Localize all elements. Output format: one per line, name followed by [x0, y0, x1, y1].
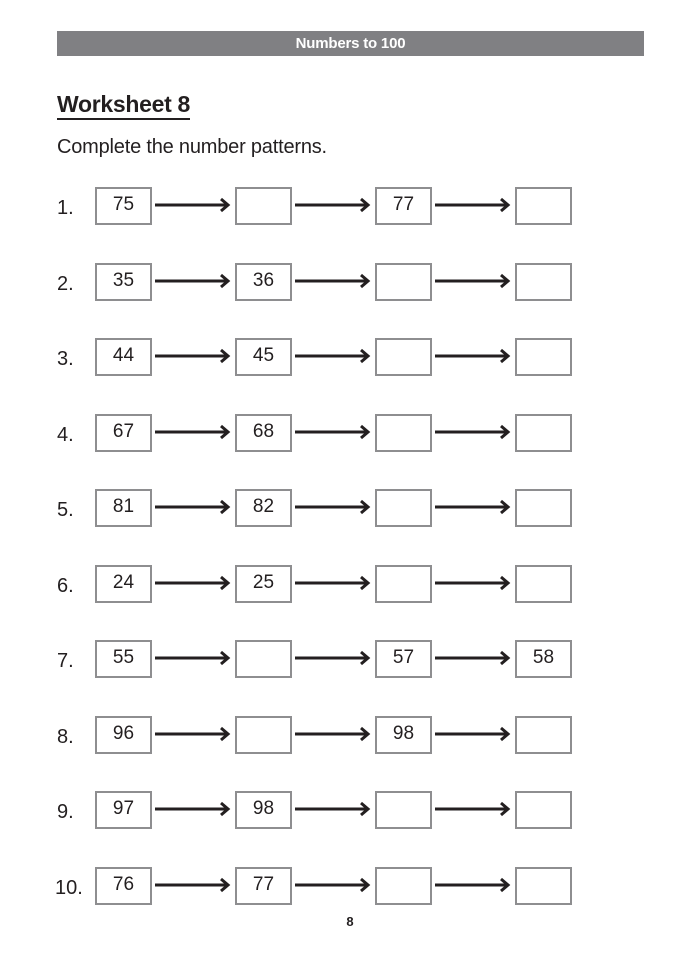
right-arrow-icon [155, 273, 233, 289]
right-arrow-icon [295, 424, 373, 440]
right-arrow-icon [295, 197, 373, 213]
row-number: 8. [57, 725, 74, 748]
pattern-row [0, 867, 700, 905]
row-number: 10. [55, 876, 83, 899]
number-box: 97 [95, 791, 152, 829]
number-box: 57 [375, 640, 432, 678]
right-arrow-icon [155, 726, 233, 742]
right-arrow-icon [155, 348, 233, 364]
row-number: 6. [57, 574, 74, 597]
pattern-row [0, 414, 700, 452]
right-arrow-icon [435, 650, 513, 666]
answer-box-empty[interactable] [375, 263, 432, 301]
answer-box-empty[interactable] [515, 338, 572, 376]
row-number: 2. [57, 272, 74, 295]
answer-box-empty[interactable] [375, 338, 432, 376]
pattern-row [0, 489, 700, 527]
right-arrow-icon [295, 877, 373, 893]
right-arrow-icon [155, 197, 233, 213]
answer-box-empty[interactable] [375, 489, 432, 527]
right-arrow-icon [155, 424, 233, 440]
number-box: 58 [515, 640, 572, 678]
right-arrow-icon [435, 877, 513, 893]
answer-box-empty[interactable] [235, 716, 292, 754]
number-box: 76 [95, 867, 152, 905]
right-arrow-icon [435, 726, 513, 742]
right-arrow-icon [295, 273, 373, 289]
number-box: 82 [235, 489, 292, 527]
answer-box-empty[interactable] [515, 565, 572, 603]
right-arrow-icon [435, 575, 513, 591]
number-box: 25 [235, 565, 292, 603]
number-box: 98 [375, 716, 432, 754]
pattern-row [0, 716, 700, 754]
pattern-row [0, 263, 700, 301]
right-arrow-icon [295, 348, 373, 364]
pattern-row [0, 338, 700, 376]
pattern-row [0, 187, 700, 225]
right-arrow-icon [435, 424, 513, 440]
right-arrow-icon [295, 650, 373, 666]
number-box: 75 [95, 187, 152, 225]
number-box: 68 [235, 414, 292, 452]
number-box: 77 [235, 867, 292, 905]
answer-box-empty[interactable] [515, 791, 572, 829]
right-arrow-icon [155, 650, 233, 666]
row-number: 1. [57, 197, 74, 219]
number-box: 98 [235, 791, 292, 829]
pattern-row [0, 565, 700, 603]
answer-box-empty[interactable] [375, 867, 432, 905]
row-number: 7. [57, 650, 74, 672]
right-arrow-icon [155, 877, 233, 893]
right-arrow-icon [155, 801, 233, 817]
worksheet-title: Worksheet 8 [57, 90, 190, 120]
instruction-text: Complete the number patterns. [57, 136, 327, 158]
number-box: 96 [95, 716, 152, 754]
right-arrow-icon [295, 499, 373, 515]
number-box: 55 [95, 640, 152, 678]
number-box: 77 [375, 187, 432, 225]
number-box: 35 [95, 263, 152, 301]
answer-box-empty[interactable] [515, 867, 572, 905]
right-arrow-icon [155, 499, 233, 515]
right-arrow-icon [435, 801, 513, 817]
section-banner: Numbers to 100 [57, 31, 644, 56]
number-box: 36 [235, 263, 292, 301]
row-number: 3. [57, 348, 74, 370]
right-arrow-icon [435, 499, 513, 515]
row-number: 4. [57, 423, 74, 446]
number-box: 81 [95, 489, 152, 527]
right-arrow-icon [295, 726, 373, 742]
right-arrow-icon [435, 197, 513, 213]
row-number: 5. [57, 499, 74, 521]
number-box: 24 [95, 565, 152, 603]
right-arrow-icon [435, 348, 513, 364]
right-arrow-icon [155, 575, 233, 591]
answer-box-empty[interactable] [515, 716, 572, 754]
pattern-row [0, 640, 700, 678]
number-box: 67 [95, 414, 152, 452]
answer-box-empty[interactable] [235, 187, 292, 225]
right-arrow-icon [435, 273, 513, 289]
answer-box-empty[interactable] [375, 414, 432, 452]
right-arrow-icon [295, 801, 373, 817]
row-number: 9. [57, 801, 74, 823]
answer-box-empty[interactable] [375, 565, 432, 603]
right-arrow-icon [295, 575, 373, 591]
number-box: 45 [235, 338, 292, 376]
answer-box-empty[interactable] [375, 791, 432, 829]
answer-box-empty[interactable] [515, 187, 572, 225]
pattern-row [0, 791, 700, 829]
answer-box-empty[interactable] [515, 489, 572, 527]
answer-box-empty[interactable] [515, 263, 572, 301]
answer-box-empty[interactable] [515, 414, 572, 452]
answer-box-empty[interactable] [235, 640, 292, 678]
page-number: 8 [346, 914, 354, 929]
number-box: 44 [95, 338, 152, 376]
